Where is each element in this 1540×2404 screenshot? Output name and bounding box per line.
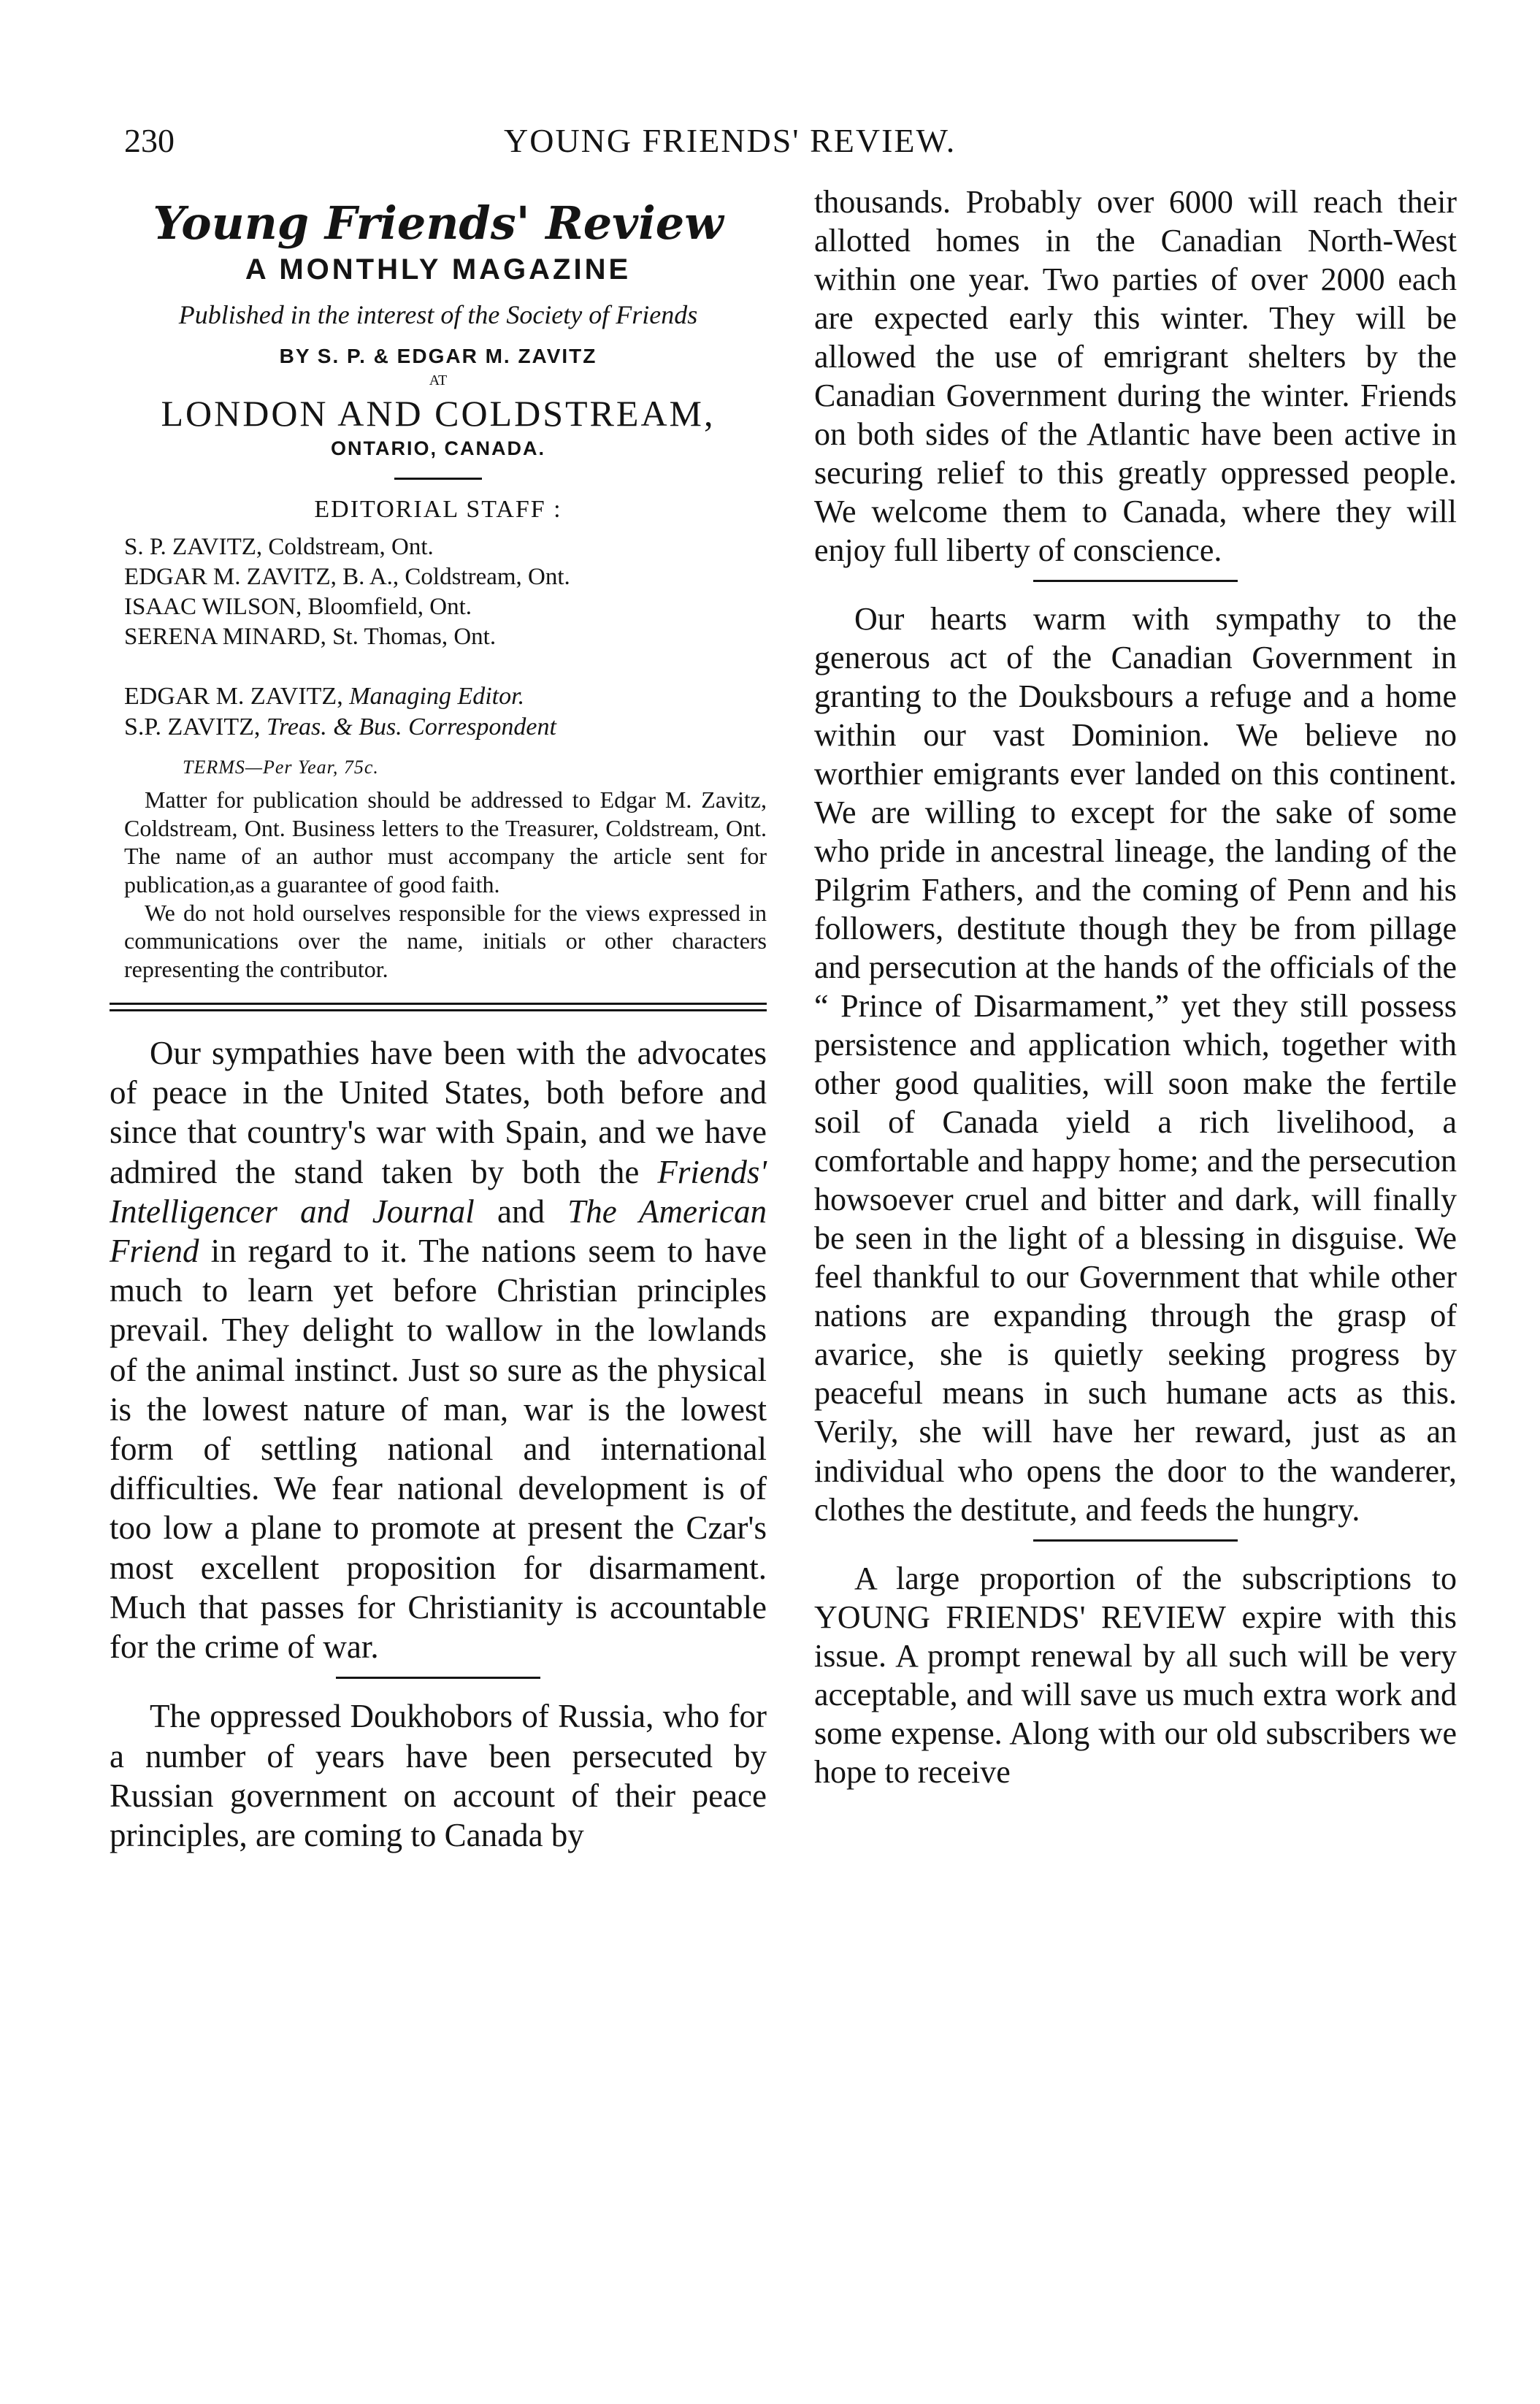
magazine-subtitle: A MONTHLY MAGAZINE [245, 253, 632, 286]
editorial-staff-list [124, 532, 767, 652]
publication-place: LONDON AND COLDSTREAM, [161, 393, 716, 435]
publication-statement: Published in the interest of the Society of Friends [178, 300, 698, 330]
article-sympathies [110, 1033, 767, 1667]
notice-paragraph: We do not hold ourselves responsible for the views expressed in communications over the name, initials or other characters representing the contributor. [124, 899, 767, 983]
masthead-divider [394, 478, 482, 480]
editor-role: Managing Editor. [349, 682, 525, 710]
magazine-title: Young Friends' Review [153, 196, 724, 250]
right-column [814, 183, 1457, 1791]
editor-name: S.P. ZAVITZ, [124, 713, 261, 741]
article-text: Our sympathies have been with the advocates of peace in the United States, both before and since that country's war with Spain, and we have admired the stand taken by both the [110, 1034, 767, 1190]
article-text: in regard to it. The nations seem to have much to learn yet before Christian principles prevail. They delight to wallow in the lowlands of the animal instinct. Just so sure as the physical is the lowest nature of man, war is the lowest form of settling national and international difficulties. We fear national development is of too low a plane to promote at present the Czar's most excellent proposition for disarmament. Much that passes for Christianity is accountable for the crime of war. [110, 1232, 767, 1666]
magazine-name: YOUNG FRIENDS' REVIEW [814, 1599, 1227, 1635]
publisher-line: BY S. P. & EDGAR M. ZAVITZ [279, 345, 597, 368]
publication-province: ONTARIO, CANADA. [331, 437, 545, 460]
masthead [110, 197, 767, 524]
staff-member: ISAAC WILSON, Bloomfield, Ont. [124, 594, 472, 621]
journal-title: Friends' Intelligencer and Journal [110, 1153, 767, 1230]
article-text: and [474, 1193, 568, 1230]
editor-entry [124, 712, 767, 743]
left-column [110, 183, 767, 1855]
double-rule-divider [110, 1003, 767, 1011]
staff-member: SERENA MINARD, St. Thomas, Ont. [124, 623, 497, 650]
editorial-staff-heading: EDITORIAL STAFF : [314, 496, 562, 524]
article-separator [1033, 1539, 1238, 1542]
notice-paragraph: Matter for publication should be addressed to Edgar M. Zavitz, Coldstream, Ont. Business letters to the Treasurer, Coldstream, Ont. The name of an author must accompany the article sent for publication,as a guarantee of good faith. [124, 786, 767, 897]
editor-name: EDGAR M. ZAVITZ, [124, 682, 343, 710]
staff-member: S. P. ZAVITZ, Coldstream, Ont. [124, 534, 434, 561]
article-subscriptions [814, 1559, 1457, 1791]
at-label: AT [429, 372, 448, 389]
article-separator [336, 1677, 540, 1679]
article-separator [1033, 580, 1238, 582]
page-number: 230 [124, 122, 175, 159]
running-title: YOUNG FRIENDS' REVIEW. [504, 122, 957, 159]
article-doukhobors-continued: thousands. Probably over 6000 will reach their allotted homes in the Canadian North-West within one year. Two parties of over 2000 each are expected early this winter. They will be allowed the use of emrigrant shelters by the Canadian Government during the winter. Friends on both sides of the Atlantic have been active in securing relief to this greatly oppressed people. We welcome them to Canada, where they will enjoy full liberty of conscience. [814, 184, 1457, 569]
staff-member: EDGAR M. ZAVITZ, B. A., Coldstream, Ont. [124, 564, 570, 591]
editor-entry [124, 681, 767, 713]
article-text: A large proportion of the subscriptions to [854, 1560, 1457, 1596]
article-doukhobors: The oppressed Doukhobors of Russia, who for a number of years have been persecuted by Russian government on account of their peace principles, are coming to Canada by [110, 1698, 767, 1854]
publication-notice [124, 786, 767, 984]
article-hearts: Our hearts warm with sympathy to the generous act of the Canadian Government in granting to the Douksbours a refuge and a home within our vast Dominion. We believe no worthier emigrants ever landed on this continent. We are willing to except for the sake of some who pride in ancestral lineage, the landing of the Pilgrim Fathers, and the coming of Penn and his followers, destitute though they be from pillage and persecution at the hands of the officials of the “ Prince of Disarmament,” yet they still possess persistence and application which, together with other good qualities, will soon make the fertile soil of Canada yield a rich livelihood, a comfortable and happy home; and the persecution howsoever cruel and bitter and dark, will finally be seen in the light of a blessing in disguise. We feel thankful to our Government that while other nations are expanding through the grasp of avarice, she is quietly seeking progress by peaceful means in such humane acts as this. Verily, she will have her reward, just as an individual who opens the door to the wanderer, clothes the destitute, and feeds the hungry. [814, 601, 1457, 1528]
editors-list [124, 681, 767, 743]
journal-title: The American Friend [110, 1193, 767, 1269]
subscription-terms: TERMS—Per Year, 75c. [183, 756, 379, 778]
editor-role: Treas. & Bus. Correspondent [266, 713, 556, 741]
article-text: expire with this issue. A prompt renewal by all such will be very acceptable, and will save us much extra work and some expense. Along with our old subscribers we hope to receive [814, 1599, 1457, 1790]
